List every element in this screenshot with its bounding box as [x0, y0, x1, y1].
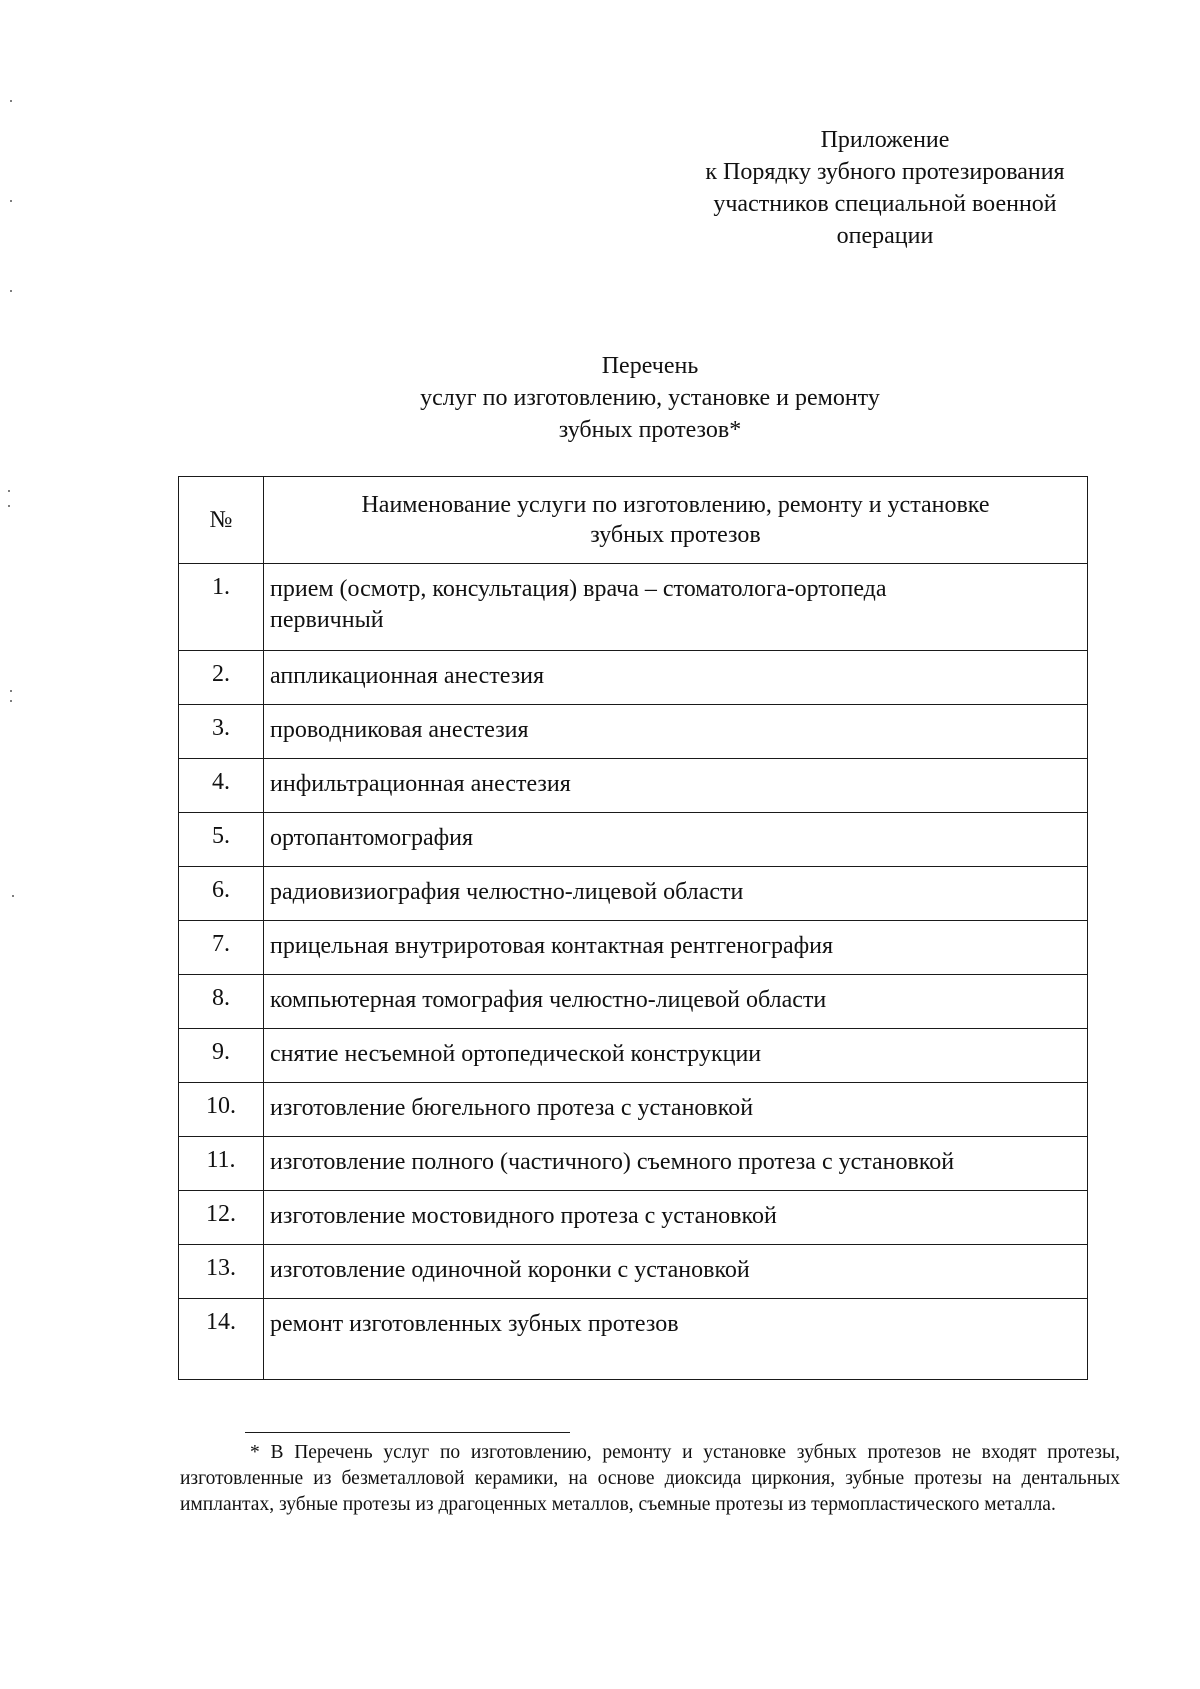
list-title-heading: Перечень	[601, 353, 699, 379]
row-service-name: ортопантомография	[264, 813, 1088, 867]
annex-line: операции	[836, 223, 934, 249]
list-title	[300, 350, 1000, 446]
header-number: №	[179, 477, 264, 564]
scan-speck	[10, 100, 12, 102]
row-number: 13.	[179, 1245, 264, 1299]
table-row	[179, 1083, 1088, 1137]
row-number: 12.	[179, 1191, 264, 1245]
table-row	[179, 759, 1088, 813]
annex-line: участников специальной военной	[713, 191, 1057, 217]
row-number: 8.	[179, 975, 264, 1029]
header-service-name	[264, 477, 1088, 564]
table-row	[179, 1191, 1088, 1245]
row-number: 10.	[179, 1083, 264, 1137]
scan-speck	[8, 505, 10, 507]
row-number: 7.	[179, 921, 264, 975]
row-service-name: радиовизиография челюстно-лицевой области	[264, 867, 1088, 921]
annex-title: Приложение	[820, 127, 950, 153]
row-number: 9.	[179, 1029, 264, 1083]
scan-speck	[10, 700, 12, 702]
annex-line: к Порядку зубного протезирования	[705, 159, 1065, 185]
row-service-name: проводниковая анестезия	[264, 705, 1088, 759]
row-number: 14.	[179, 1299, 264, 1380]
table-row	[179, 1245, 1088, 1299]
table-row	[179, 651, 1088, 705]
row-number: 3.	[179, 705, 264, 759]
table-row	[179, 813, 1088, 867]
row-service-name: изготовление полного (частичного) съемного протеза с установкой	[264, 1137, 1088, 1191]
header-service-name-line: Наименование услуги по изготовлению, ремонту и установке	[361, 492, 990, 518]
row-service-name: прицельная внутриротовая контактная рентгенография	[264, 921, 1088, 975]
list-title-line: услуг по изготовлению, установке и ремонту	[420, 385, 880, 411]
row-service-name: аппликационная анестезия	[264, 651, 1088, 705]
table-row	[179, 867, 1088, 921]
table-row	[179, 564, 1088, 651]
header-service-name-line: зубных протезов	[590, 522, 761, 548]
table-row	[179, 1299, 1088, 1380]
annex-header	[660, 124, 1110, 252]
row-service-name: инфильтрационная анестезия	[264, 759, 1088, 813]
row-service-name: снятие несъемной ортопедической конструкции	[264, 1029, 1088, 1083]
scan-speck	[10, 200, 12, 202]
row-number: 1.	[179, 564, 264, 651]
scan-speck	[10, 290, 12, 292]
table-row	[179, 1137, 1088, 1191]
scan-speck	[8, 490, 10, 492]
row-service-name-line: первичный	[270, 607, 384, 633]
row-number: 4.	[179, 759, 264, 813]
row-service-name	[264, 564, 1088, 651]
row-service-name: компьютерная томография челюстно-лицевой области	[264, 975, 1088, 1029]
table-row	[179, 975, 1088, 1029]
list-title-line: зубных протезов*	[558, 417, 742, 443]
table-row	[179, 1029, 1088, 1083]
table-header-row	[179, 477, 1088, 564]
footnote-divider	[245, 1432, 570, 1433]
table-row	[179, 921, 1088, 975]
row-service-name-line: прием (осмотр, консультация) врача – стоматолога-ортопеда	[270, 576, 887, 602]
row-number: 11.	[179, 1137, 264, 1191]
footnote: * В Перечень услуг по изготовлению, ремонту и установке зубных протезов не входят протезы, изготовленные из безметалловой керамики, на основе диоксида циркония, зубные протезы на дентальных имплантах, зубные протезы из драгоценных металлов, съемные протезы из термопластического металла.	[180, 1442, 1120, 1515]
row-service-name: изготовление бюгельного протеза с установкой	[264, 1083, 1088, 1137]
row-number: 6.	[179, 867, 264, 921]
row-service-name: ремонт изготовленных зубных протезов	[264, 1299, 1088, 1380]
services-table	[178, 476, 1088, 1380]
scan-speck	[12, 895, 14, 897]
scan-speck	[10, 690, 12, 692]
row-number: 5.	[179, 813, 264, 867]
table-row	[179, 705, 1088, 759]
row-number: 2.	[179, 651, 264, 705]
row-service-name: изготовление мостовидного протеза с установкой	[264, 1191, 1088, 1245]
row-service-name: изготовление одиночной коронки с установкой	[264, 1245, 1088, 1299]
